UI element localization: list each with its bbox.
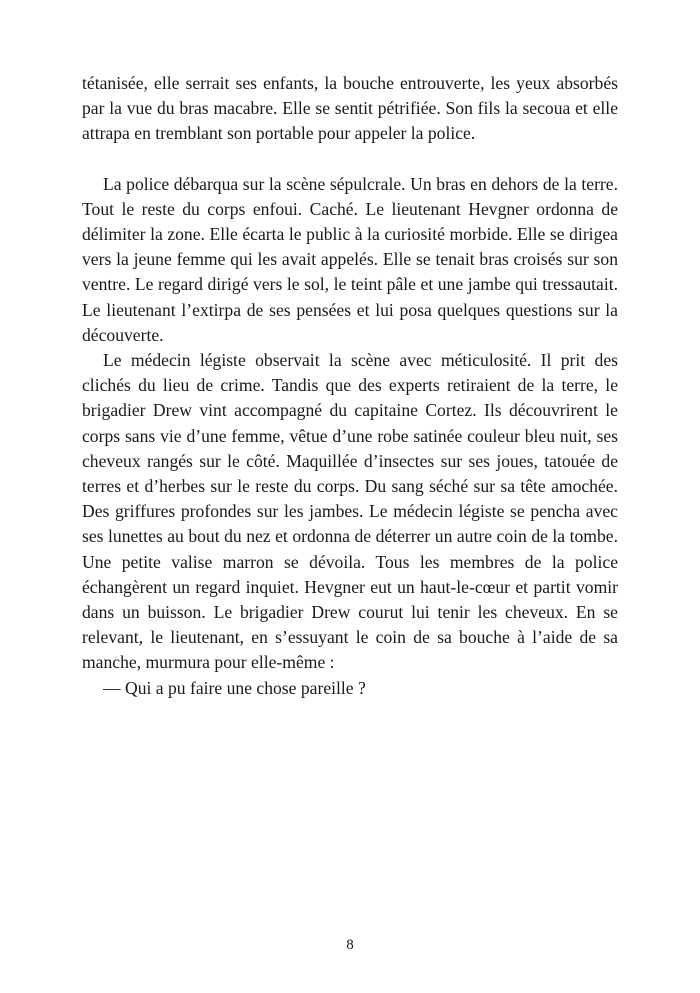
paragraph-continued: tétanisée, elle serrait ses enfants, la bouche entrouverte, les yeux absorbés par la vue du bras macabre. Elle se sentit pétrifiée. Son fils la secoua et elle attrapa en tremblant son portable pour appeler la police. xyxy=(82,73,618,144)
body-text xyxy=(82,71,618,701)
paragraph-police-arrival: La police débarqua sur la scène sépulcrale. Un bras en dehors de la terre. Tout le reste du corps enfoui. Caché. Le lieutenant Hevgner ordonna de délimiter la zone. Elle écarta le public à la curiosité morbide. Elle se dirigea vers la jeune femme qui les avait appelés. Elle se tenait bras croisés sur son ventre. Le regard dirigé vers le sol, le teint pâle et une jambe qui tressautait. Le lieutenant l’extirpa de ses pensées et lui posa quelques questions sur la découverte. xyxy=(82,173,618,345)
page-number: 8 xyxy=(346,937,354,953)
paragraph-dialogue: — Qui a pu faire une chose pareille ? xyxy=(103,677,366,698)
paragraph-forensic-scene: Le médecin légiste observait la scène avec méticulosité. Il prit des clichés du lieu de crime. Tandis que des experts retiraient de la terre, le brigadier Drew vint accompagné du capitaine Cortez. Ils découvrirent le corps sans vie d’une femme, vêtue d’une robe satinée couleur bleu nuit, ses cheveux rangés sur le côté. Maquillée d’insectes sur ses joues, tatouée de terres et d’herbes sur le reste du corps. Du sang séché sur sa tête amochée. Des griffures profondes sur les jambes. Le médecin légiste se pencha avec ses lunettes au bout du nez et ordonna de déterrer un autre coin de la tombe. Une petite valise marron se dévoila. Tous les membres de la police échangèrent un regard inquiet. Hevgner eut un haut-le-cœur et partit vomir dans un buisson. Le brigadier Drew courut lui tenir les cheveux. En se relevant, le lieutenant, en s’essuyant le coin de sa bouche à l’aide de sa manche, murmura pour elle-même : xyxy=(82,350,618,673)
